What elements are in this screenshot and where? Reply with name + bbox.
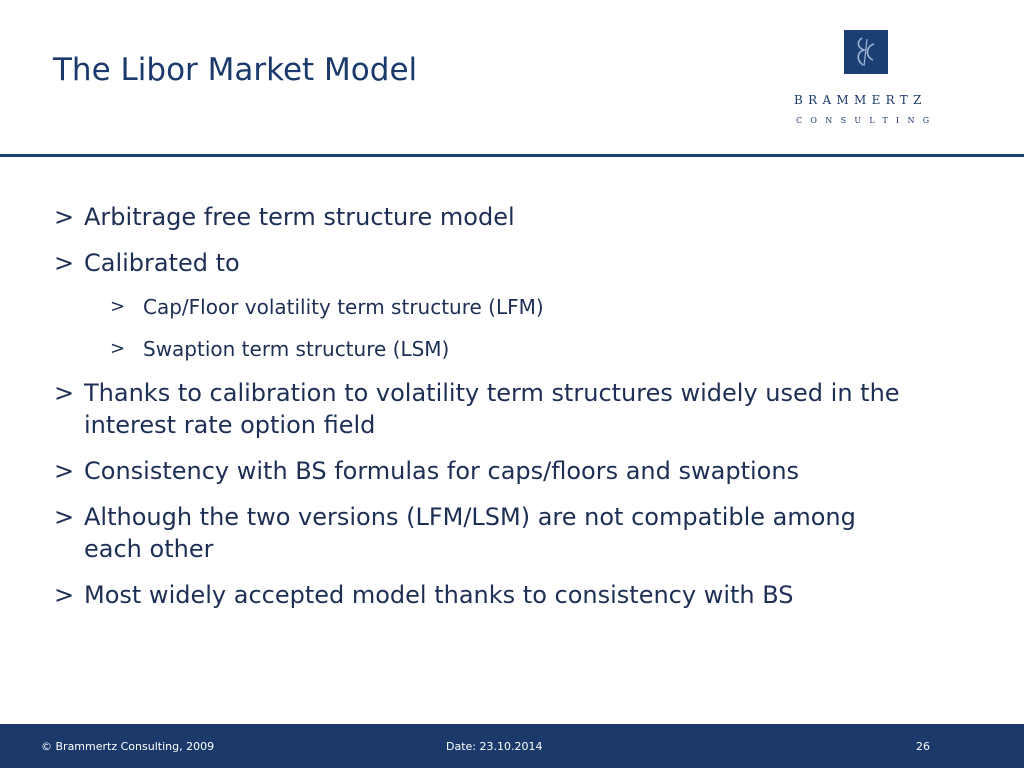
bullet-marker: >	[54, 249, 75, 277]
sub-bullet-item	[110, 335, 954, 363]
bullet-marker: >	[54, 457, 75, 485]
sub-bullet-item	[110, 293, 954, 321]
bullet-item	[54, 455, 954, 487]
footer-bar	[0, 724, 1024, 768]
bullet-marker: >	[54, 203, 75, 231]
bullet-item	[54, 377, 954, 441]
bullet-item	[54, 247, 954, 279]
sub-bullet-text: Swaption term structure (LSM)	[143, 337, 450, 361]
logo-mark-icon	[844, 30, 888, 74]
logo-subtitle: CONSULTING	[796, 116, 938, 125]
bullet-list	[54, 201, 954, 625]
page-number: 26	[916, 740, 930, 753]
sub-bullet-text: Cap/Floor volatility term structure (LFM)	[143, 295, 544, 319]
bullet-marker: >	[54, 503, 75, 531]
bullet-text: Arbitrage free term structure model	[84, 203, 515, 231]
bullet-marker: >	[54, 379, 75, 407]
bullet-text: Consistency with BS formulas for caps/floors and swaptions	[84, 457, 800, 485]
bullet-text: Thanks to calibration to volatility term structures widely used in the interest rate option field	[84, 379, 900, 439]
bullet-item	[54, 579, 954, 611]
bullet-marker: >	[54, 581, 75, 609]
bullet-text: Although the two versions (LFM/LSM) are not compatible among each other	[84, 503, 856, 563]
header-divider	[0, 154, 1024, 157]
footer-copyright: © Brammertz Consulting, 2009	[41, 740, 215, 753]
bullet-marker: >	[110, 338, 126, 359]
footer-date: Date: 23.10.2014	[446, 740, 543, 753]
bullet-text: Calibrated to	[84, 249, 240, 277]
brammertz-logo	[794, 30, 936, 130]
logo-name: BRAMMERTZ	[794, 93, 927, 107]
slide-title: The Libor Market Model	[53, 52, 418, 88]
bullet-item	[54, 501, 954, 565]
bullet-text: Most widely accepted model thanks to consistency with BS	[84, 581, 794, 609]
bullet-item	[54, 201, 954, 233]
bullet-marker: >	[110, 296, 126, 317]
